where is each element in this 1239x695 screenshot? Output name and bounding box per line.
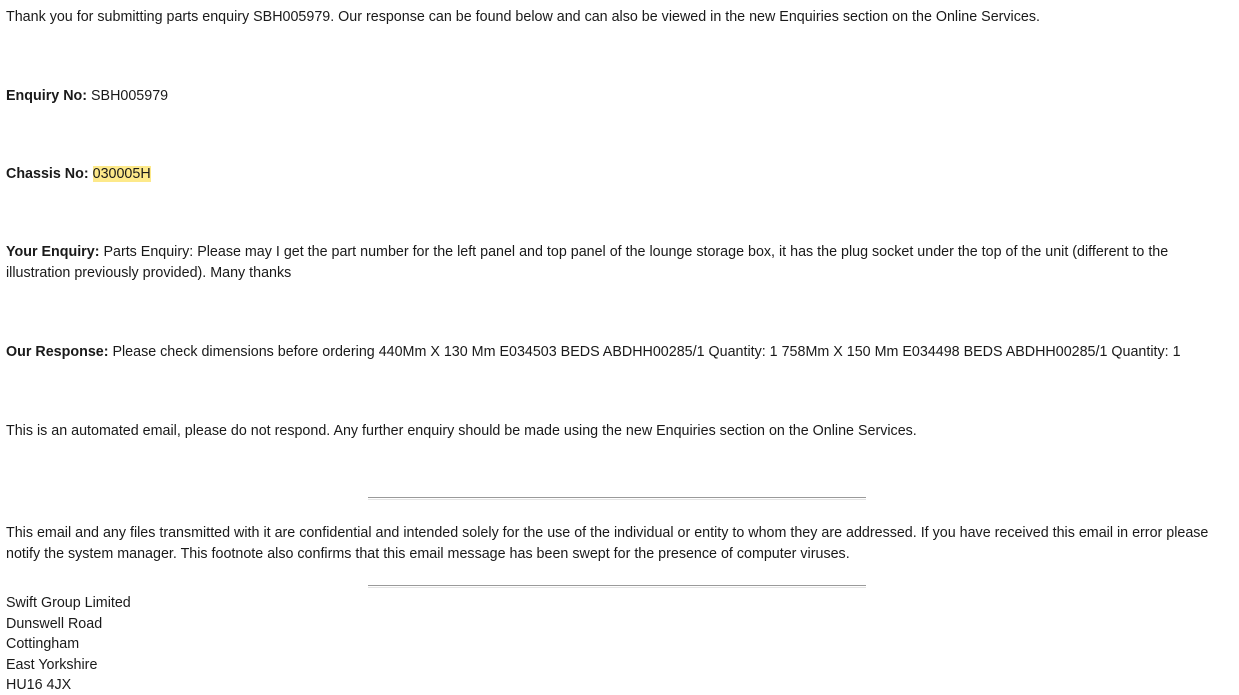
your-enquiry-label: Your Enquiry: xyxy=(6,244,100,260)
address-county: East Yorkshire xyxy=(6,656,98,673)
our-response-label: Our Response: xyxy=(6,344,109,360)
chassis-number-label: Chassis No: xyxy=(6,166,89,182)
address-town: Cottingham xyxy=(6,636,80,652)
disclaimer-text: This email and any files transmitted with it are confidential and intended solely for the use of the individual or entity to whom they are addressed. If you have received this email in error please notify the system manager. This footnote also confirms that this email message has been swept for the presence of computer viruses. xyxy=(6,525,1209,562)
your-enquiry xyxy=(6,242,1234,283)
enquiry-number-value: SBH005979 xyxy=(91,88,169,104)
your-enquiry-text: Parts Enquiry: Please may I get the part number for the left panel and top panel of the lounge storage box, it has the plug socket under the top of the unit (different to the illustration previously provided). Many thanks xyxy=(6,244,1169,281)
address-postcode: HU16 4JX xyxy=(6,677,72,693)
our-response xyxy=(6,342,1234,363)
chassis-number-value: 030005H xyxy=(92,166,151,182)
address-company: Swift Group Limited xyxy=(6,595,131,611)
divider-top xyxy=(368,497,866,500)
enquiry-number-label: Enquiry No: xyxy=(6,88,88,104)
address-street: Dunswell Road xyxy=(6,615,103,632)
divider-bottom xyxy=(368,585,866,588)
chassis-number xyxy=(6,164,1234,185)
intro-text: Thank you for submitting parts enquiry SBH005979. Our response can be found below and can also be viewed in the new Enquiries section on the Online Services. xyxy=(6,9,1040,25)
automated-notice: This is an automated email, please do not respond. Any further enquiry should be made using the new Enquiries section on the Online Services. xyxy=(6,423,917,439)
our-response-text: Please check dimensions before ordering 440Mm X 130 Mm E034503 BEDS ABDHH00285/1 Quantity: 1 758Mm X 150 Mm E034498 BEDS ABDHH00285/1 Quantity: 1 xyxy=(112,344,1181,360)
enquiry-number xyxy=(6,86,1234,107)
company-address xyxy=(6,593,1234,695)
